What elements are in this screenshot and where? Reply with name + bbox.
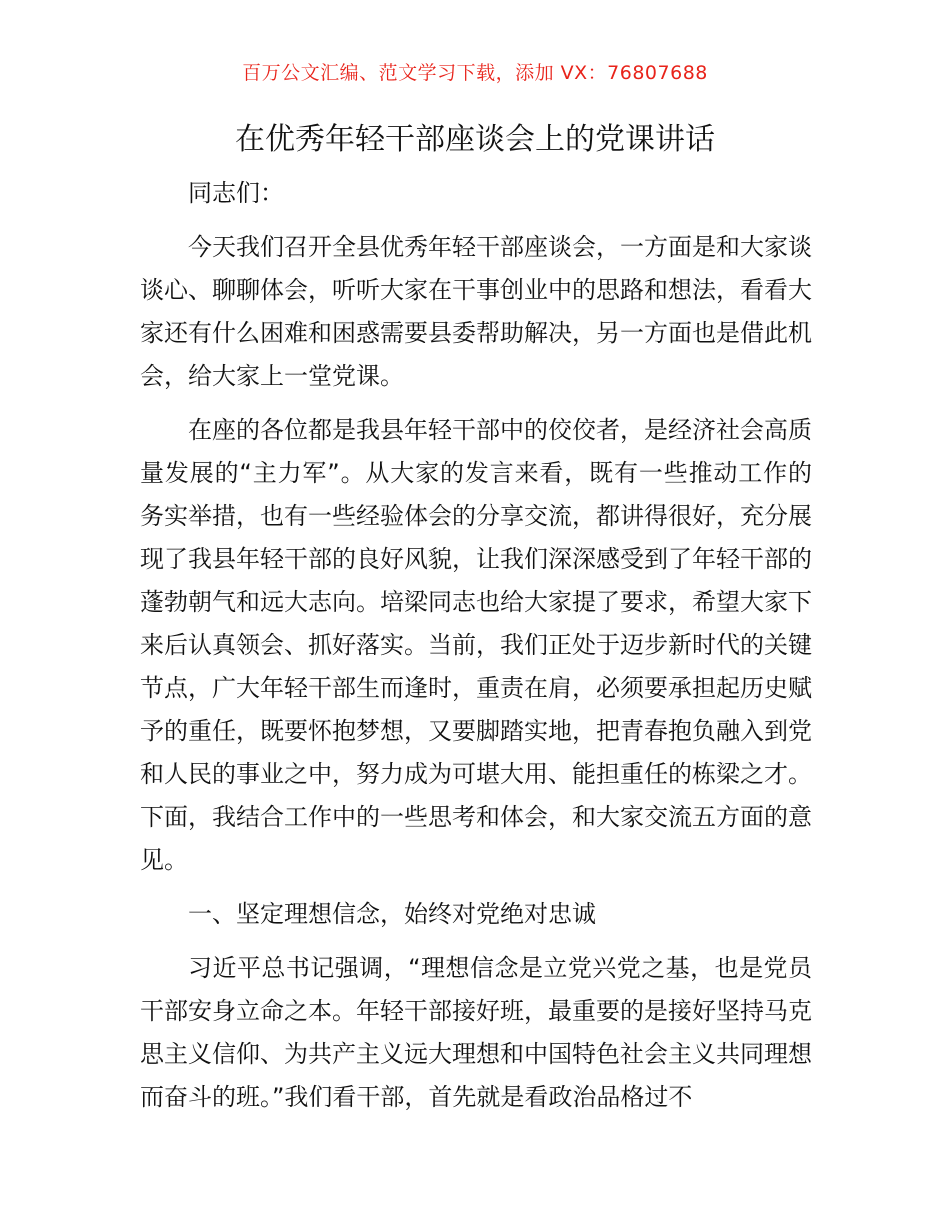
paragraph-intro: 今天我们召开全县优秀年轻干部座谈会，一方面是和大家谈谈心、聊聊体会，听听大家在干事创业中的思路和想法，看看大家还有什么困难和困惑需要县委帮助解决，另一方面也是借此机会，给大家上一堂党课。 — [140, 233, 812, 390]
document-title: 在优秀年轻干部座谈会上的党课讲话 — [235, 122, 715, 157]
section-heading: 一、坚定理想信念，始终对党绝对忠诚 — [188, 900, 596, 928]
watermark-banner: 百万公文汇编、范文学习下载，添加 VX：76807688 — [242, 62, 708, 84]
paragraph-main: 在座的各位都是我县年轻干部中的佼佼者，是经济社会高质量发展的“主力军”。从大家的发言来看，既有一些推动工作的务实举措，也有一些经验体会的分享交流，都讲得很好，充分展现了我县年轻干部的良好风貌，让我们深深感受到了年轻干部的蓬勃朝气和远大志向。培梁同志也给大家提了要求，希望大家下来后认真领会、抓好落实。当前，我们正处于迈步新时代的关键节点，广大年轻干部生而逢时，重责在肩，必须要承担起历史赋予的重任，既要怀抱梦想，又要脚踏实地，把青春抱负融入到党和人民的事业之中，努力成为可堪大用、能担重任的栋梁之才。下面，我结合工作中的一些思考和体会，和大家交流五方面的意见。 — [140, 416, 812, 874]
document-body — [140, 172, 812, 1130]
section-paragraph: 习近平总书记强调，“理想信念是立党兴党之基，也是党员干部安身立命之本。年轻干部接好班，最重要的是接好坚持马克思主义信仰、为共产主义远大理想和中国特色社会主义共同理想而奋斗的班。”我们看干部，首先就是看政治品格过不 — [140, 954, 812, 1111]
greeting: 同志们： — [188, 179, 284, 207]
